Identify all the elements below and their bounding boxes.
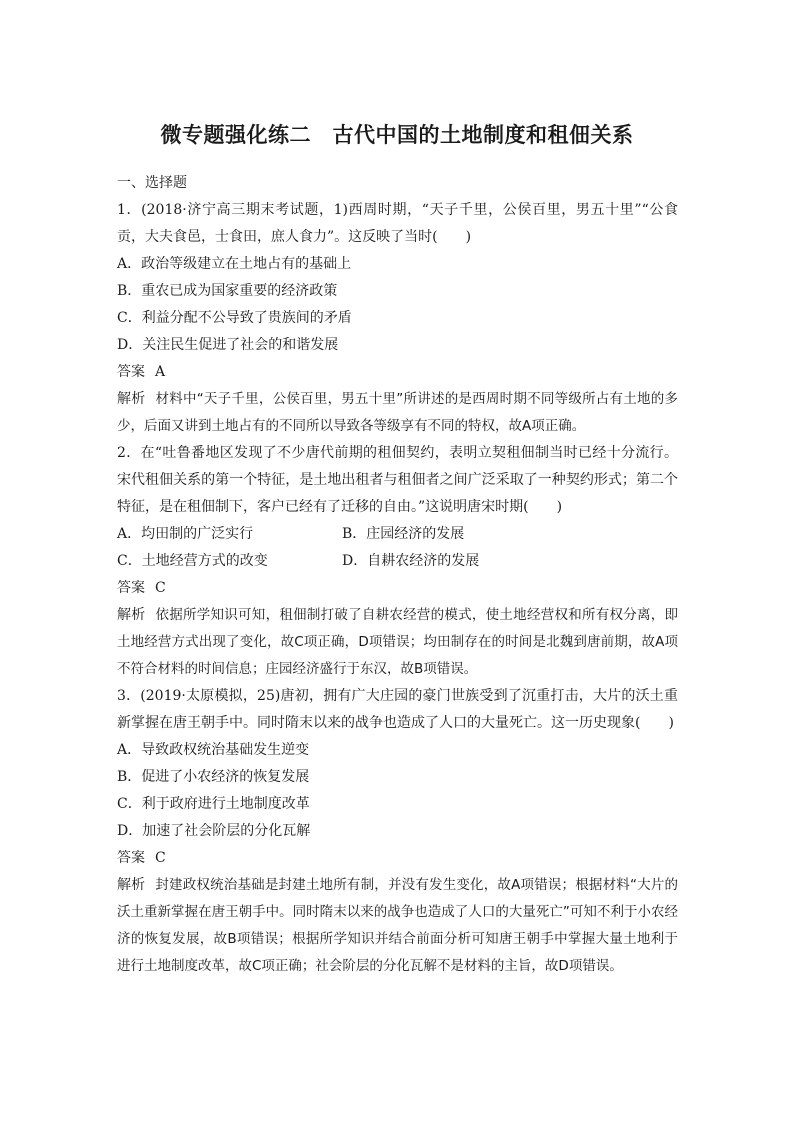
analysis-label: 解析	[117, 877, 146, 893]
option-b: B．庄园经济的发展	[342, 526, 465, 542]
option-a: A．政治等级建立在土地占有的基础上	[117, 256, 352, 272]
answer-line	[117, 575, 678, 602]
document-content	[117, 170, 678, 980]
analysis-text: 材料中“天子千里，公侯百里，男五十里”所讲述的是西周时期不同等级所占有土地的多少，后面又讲到土地占有的不同所以导致各等级享有不同的特权，故A项正确。	[117, 391, 678, 434]
answer-label: 答案	[117, 850, 145, 866]
section-heading: 一、选择题	[117, 175, 187, 191]
option-a: A．导致政权统治基础发生逆变	[117, 742, 310, 758]
option-d: D．关注民生促进了社会的和谐发展	[117, 337, 339, 353]
question-stem: 1．(2018·济宁高三期末考试题，1)西周时期，“天子千里，公侯百里，男五十里”“公食贡，大夫食邑，士食田，庶人食力”。这反映了当时( )	[117, 202, 678, 245]
option-b: B．重农已成为国家重要的经济政策	[117, 283, 338, 299]
analysis-paragraph	[117, 602, 678, 683]
analysis-label: 解析	[117, 391, 146, 407]
option-d: D．加速了社会阶层的分化瓦解	[117, 823, 311, 839]
analysis-label: 解析	[117, 607, 146, 623]
answer-line	[117, 845, 678, 872]
option-row	[117, 548, 678, 575]
option-d: D．自耕农经济的发展	[342, 553, 480, 569]
option-c: C．利益分配不公导致了贵族间的矛盾	[117, 310, 352, 326]
question-3	[117, 683, 678, 980]
question-stem: 3．(2019·太原模拟，25)唐初，拥有广大庄园的豪门世族受到了沉重打击，大片的沃土重新掌握在唐王朝手中。同时隋末以来的战争也造成了人口的大量死亡。这一历史现象( )	[117, 688, 678, 731]
answer-value: A	[155, 364, 166, 380]
option-c: C．土地经营方式的改变	[117, 553, 268, 569]
analysis-paragraph	[117, 386, 678, 440]
option-c: C．利于政府进行土地制度改革	[117, 796, 310, 812]
answer-value: C	[155, 580, 166, 596]
answer-label: 答案	[117, 364, 145, 380]
option-a: A．均田制的广泛实行	[117, 526, 254, 542]
page-title: 微专题强化练二 古代中国的土地制度和租佃关系	[160, 123, 634, 147]
analysis-paragraph	[117, 872, 678, 980]
option-row	[117, 521, 678, 548]
answer-line	[117, 359, 678, 386]
analysis-text: 依据所学知识可知，租佃制打破了自耕农经营的模式，使土地经营权和所有权分离，即土地经营方式出现了变化，故C项正确，D项错误；均田制存在的时间是北魏到唐前期，故A项不符合材料的时间信息；庄园经济盛行于东汉，故B项错误。	[117, 607, 679, 677]
answer-value: C	[155, 850, 166, 866]
question-stem: 2．在“吐鲁番地区发现了不少唐代前期的租佃契约，表明立契租佃制当时已经十分流行。宋代租佃关系的第一个特征，是土地出租者与租佃者之间广泛采取了一种契约形式；第二个特征，是在租佃制下，客户已经有了迁移的自由。”这说明唐宋时期( )	[117, 445, 678, 515]
question-1	[117, 197, 678, 440]
analysis-text: 封建政权统治基础是封建土地所有制，并没有发生变化，故A项错误；根据材料“大片的沃土重新掌握在唐王朝手中。同时隋末以来的战争也造成了人口的大量死亡”可知不利于小农经济的恢复发展，故B项错误；根据所学知识并结合前面分析可知唐王朝手中掌握大量土地利于进行土地制度改革，故C项正确；社会阶层的分化瓦解不是材料的主旨，故D项错误。	[117, 877, 679, 974]
answer-label: 答案	[117, 580, 145, 596]
option-b: B．促进了小农经济的恢复发展	[117, 769, 310, 785]
question-2	[117, 440, 678, 683]
